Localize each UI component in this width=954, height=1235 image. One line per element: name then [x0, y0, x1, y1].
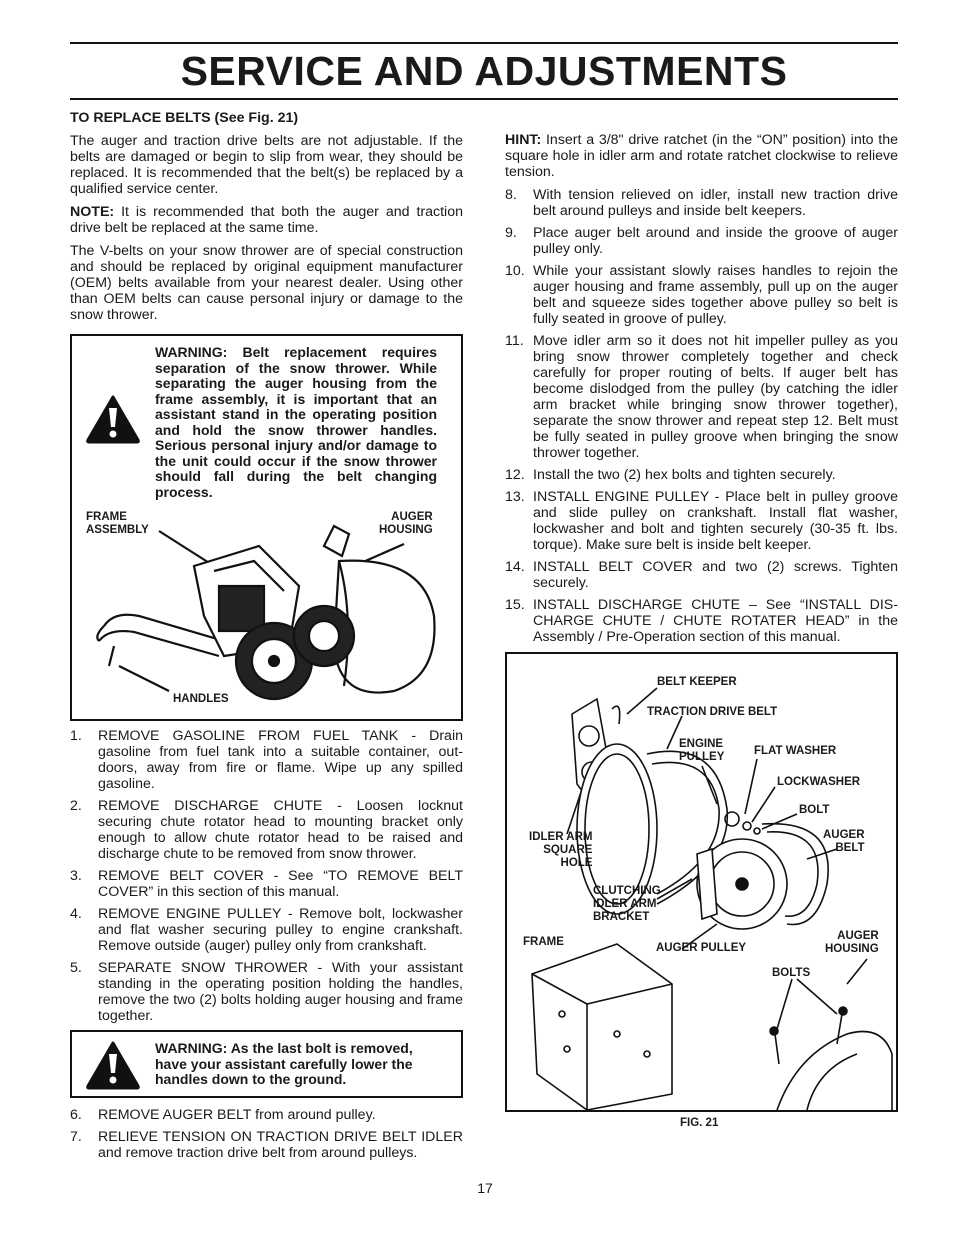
label-clutching-idler-arm-bracket: CLUTCHING IDLER ARM BRACKET — [593, 885, 661, 923]
label-frame: FRAME — [523, 936, 564, 948]
label-idler-arm-square-hole: IDLER ARM SQUARE HOLE — [529, 831, 593, 869]
label-traction-drive-belt: TRACTION DRIVE BELT — [647, 706, 778, 718]
warning-text: WARNING: Belt replacement requires separation of the snow thrower. While separating the auger housing from the frame assembly, it is important that an assistant stand in the operating position and hold the snow thrower handles. Serious personal injury and/or damage to the unit could occur if the snow thrower should fall during the belt changing process. — [155, 344, 437, 500]
label-auger-belt: AUGER BELT — [823, 829, 865, 854]
label-auger-housing: AUGER HOUSING — [379, 511, 433, 536]
step-item: 9. Place auger belt around and inside the groove of auger pulley only. — [505, 225, 898, 257]
step-item: 8. With tension relieved on idler, install new traction drive belt around pulleys and inside belt keepers. — [505, 187, 898, 219]
step-item: 14. INSTALL BELT COVER and two (2) screws. Tighten securely. — [505, 559, 898, 591]
top-rule — [70, 42, 898, 44]
warning-icon — [85, 394, 141, 444]
step-item: 15. INSTALL DISCHARGE CHUTE – See “INSTALL DIS-CHARGE CHUTE / CHUTE ROTATER HEAD” in the Assembly / Pre-Operation section of this manual. — [505, 597, 898, 645]
label-frame-assembly: FRAME ASSEMBLY — [86, 511, 149, 536]
step-item: 2. REMOVE DISCHARGE CHUTE - Loosen locknut securing chute rotator head to mounting bracket only enough to allow chute rotator head to be raised and discharge chute to be removed from snow thrower. — [70, 798, 463, 862]
step-item: 10. While your assistant slowly raises handles to rejoin the auger housing and frame assembly, pull up on the auger belt and squeeze sides together above pulley so belt is fully seated in groove of pulley. — [505, 263, 898, 327]
hint-label: HINT: — [505, 132, 542, 148]
label-handles: HANDLES — [173, 693, 229, 705]
figure-caption: FIG. 21 — [680, 1117, 719, 1129]
step-item: 12. Install the two (2) hex bolts and tighten securely. — [505, 467, 836, 483]
steps-left-list — [70, 728, 463, 1030]
step-item: 3. REMOVE BELT COVER - See “TO REMOVE BELT COVER” in this section of this manual. — [70, 868, 463, 900]
note-label: NOTE: — [70, 204, 115, 220]
warning-text: WARNING: As the last bolt is removed, have your assistant carefully lower the handles down to the ground. — [155, 1040, 413, 1087]
title-rule — [70, 98, 898, 100]
label-auger-pulley: AUGER PULLEY — [656, 942, 747, 954]
label-bolts: BOLTS — [772, 967, 811, 979]
label-engine-pulley: ENGINE PULLEY — [679, 738, 725, 763]
warning-box-separation — [70, 334, 463, 721]
section-heading: TO REPLACE BELTS (See Fig. 21) — [70, 110, 299, 126]
right-column — [505, 132, 898, 651]
snow-thrower-illustration — [84, 516, 452, 716]
left-column — [70, 110, 463, 330]
warning-icon — [85, 1040, 141, 1090]
step-item: 4. REMOVE ENGINE PULLEY - Remove bolt, lockwasher and flat washer securing pulley to engine crankshaft. Remove outside (auger) pulley only from crankshaft. — [70, 906, 463, 954]
label-lockwasher: LOCKWASHER — [777, 776, 861, 788]
step-item: 6. REMOVE AUGER BELT from around pulley. — [70, 1107, 376, 1123]
figure-21 — [505, 652, 898, 1112]
label-auger-housing: AUGER HOUSING — [825, 930, 879, 955]
hint-paragraph — [505, 132, 898, 180]
hint-text: Insert a 3/8" drive ratchet (in the “ON” position) into the square hole in idler arm and rotate ratchet clockwise to relieve tension. — [505, 132, 898, 180]
oem-paragraph: The V-belts on your snow thrower are of special construction and should be replaced by original equipment manufacturer (OEM) belts available from your nearest dealer. Using other than OEM belts can cause personal injury or damage to the snow thrower. — [70, 243, 463, 323]
label-flat-washer: FLAT WASHER — [754, 745, 837, 757]
intro-paragraph: The auger and traction drive belts are not adjustable. If the belts are damaged or begin to slip from wear, they should be replaced. It is recommended that the belt(s) be replaced by a qualified service center. — [70, 133, 463, 197]
steps-left-list-2 — [70, 1107, 463, 1167]
note-paragraph — [70, 204, 463, 236]
step-item: 5. SEPARATE SNOW THROWER - With your assistant standing in the operating position holding the handles, remove the two (2) bolts holding auger housing and frame together. — [70, 960, 463, 1024]
label-bolt: BOLT — [799, 804, 830, 816]
note-text: It is recommended that both the auger and traction drive belt be replaced at the same time. — [70, 204, 463, 236]
step-item: 13. INSTALL ENGINE PULLEY - Place belt in pulley groove and slide pulley on crankshaft. Install flat washer, lockwasher and bolt and tighten securely (30-35 ft. lbs. torque). Make sure belt is inside belt keeper. — [505, 489, 898, 553]
belt-diagram — [507, 654, 896, 1110]
warning-box-last-bolt — [70, 1030, 463, 1098]
step-item: 7. RELIEVE TENSION ON TRACTION DRIVE BELT IDLER and remove traction drive belt from around pulleys. — [70, 1129, 463, 1161]
label-belt-keeper: BELT KEEPER — [657, 676, 737, 688]
step-item: 11. Move idler arm so it does not hit impeller pulley as you bring snow thrower completely together and check carefully for proper routing of belts. If auger belt has become dislodged from the pulley (by catching the idler arm bracket while bringing snow thrower together), separate the snow thrower and repeat step 12. Belt must be fully seated in pulley groove when bringing the snow thrower together. — [505, 333, 898, 461]
step-item: 1. REMOVE GASOLINE FROM FUEL TANK - Drain gasoline from fuel tank into a suitable container, out-doors, away from fire or flame. Wipe up any spilled gasoline. — [70, 728, 463, 792]
page-number: 17 — [477, 1180, 493, 1196]
page-title: SERVICE AND ADJUSTMENTS — [180, 48, 788, 94]
